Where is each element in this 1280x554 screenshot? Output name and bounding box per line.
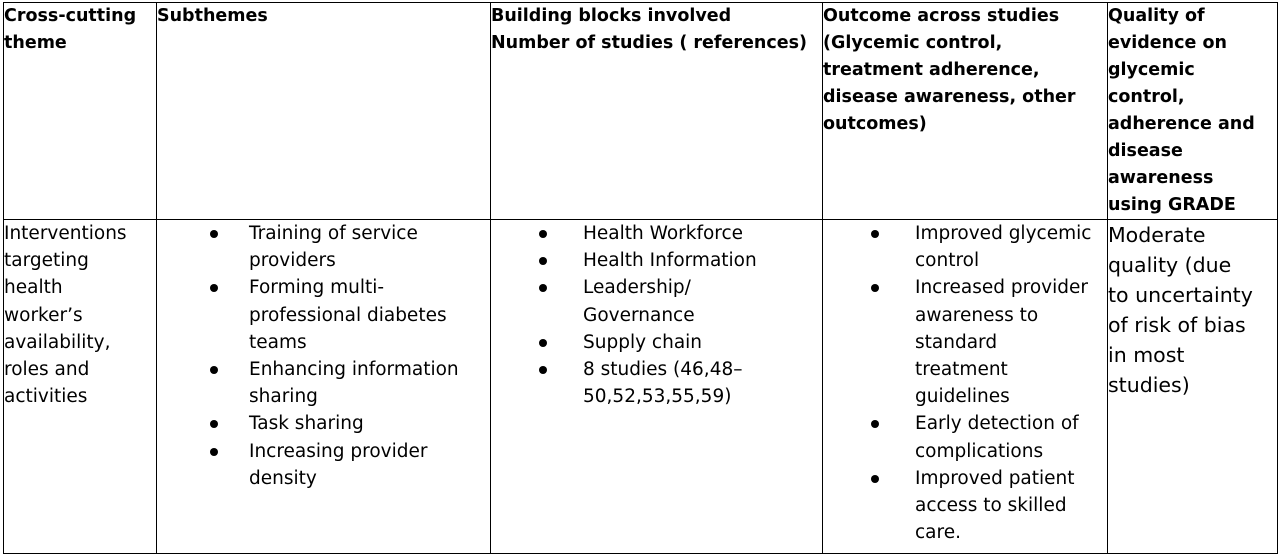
list-item-text: teams <box>249 331 307 353</box>
text-line: control, <box>1108 87 1185 107</box>
bullet-icon <box>871 230 879 238</box>
list-item-text: Increasing provider <box>249 440 428 462</box>
list-item-text: density <box>249 467 317 489</box>
text-line: quality (due <box>1108 253 1232 277</box>
header-subthemes <box>157 3 491 220</box>
list-item-text: sharing <box>249 386 318 408</box>
list-item-text: 8 studies (46,48– <box>583 359 743 381</box>
list-item <box>823 465 1107 547</box>
text-line: Subthemes <box>157 6 268 26</box>
list-item-text: Increased provider <box>915 277 1088 299</box>
list-item-text: providers <box>249 250 336 272</box>
text-line: of risk of bias <box>1108 313 1246 337</box>
header-row <box>4 3 1278 220</box>
list-item-text: Leadership/ <box>583 277 691 299</box>
text-line: awareness <box>1108 168 1214 188</box>
bullet-icon <box>871 475 879 483</box>
list-item <box>491 356 822 410</box>
list-item-text: Health Workforce <box>583 223 744 244</box>
list-item-text: Supply chain <box>583 331 703 353</box>
list-item-text: Forming multi- <box>249 277 385 299</box>
list-item-text: Early detection of <box>915 413 1079 435</box>
cell-building-blocks <box>491 220 823 554</box>
list-item-text: 50,52,53,55,59) <box>583 386 732 408</box>
text-line: activities <box>4 386 88 408</box>
list-item-text: professional diabetes <box>249 304 447 326</box>
list-item <box>823 274 1107 410</box>
header-building-blocks <box>491 3 823 220</box>
header-outcome <box>823 3 1108 220</box>
text-line: Outcome across studies <box>823 6 1060 26</box>
bullet-icon <box>539 339 547 347</box>
list-item <box>157 410 490 437</box>
list-item <box>823 410 1107 464</box>
text-line: roles and <box>4 359 90 381</box>
list-item <box>491 274 822 328</box>
text-line: Number of studies ( references) <box>491 33 808 53</box>
outcomes-list <box>823 220 1107 546</box>
text-line: in most <box>1108 343 1185 367</box>
text-line: targeting <box>4 250 89 272</box>
subthemes-list <box>157 220 490 492</box>
text-line: Moderate <box>1108 223 1206 247</box>
text-line: glycemic <box>1108 60 1195 80</box>
header-quality <box>1108 3 1278 220</box>
list-item-text: awareness to <box>915 304 1039 326</box>
list-item-text: guidelines <box>915 386 1010 408</box>
bullet-icon <box>210 366 218 374</box>
list-item-text: Governance <box>583 304 695 326</box>
list-item-text: Enhancing information <box>249 359 459 381</box>
bullet-icon <box>539 366 547 374</box>
list-item-text: access to skilled <box>915 495 1067 517</box>
cell-theme <box>4 220 157 554</box>
text-line: disease awareness, other <box>823 87 1076 107</box>
bullet-icon <box>539 257 547 265</box>
text-line: health <box>4 277 63 299</box>
header-theme <box>4 3 157 220</box>
text-line: availability, <box>4 331 111 353</box>
bullet-icon <box>210 284 218 292</box>
table-row <box>4 220 1278 554</box>
list-item <box>823 220 1107 274</box>
list-item <box>491 220 822 247</box>
cell-subthemes <box>157 220 491 554</box>
cell-quality <box>1108 220 1278 554</box>
list-item-text: Health Information <box>583 250 757 272</box>
text-line: Building blocks involved <box>491 6 732 26</box>
text-line: worker’s <box>4 304 83 326</box>
list-item-text: care. <box>915 522 961 544</box>
list-item <box>157 274 490 356</box>
list-item-text: Training of service <box>249 223 418 244</box>
text-line: to uncertainty <box>1108 283 1253 307</box>
text-line: treatment adherence, <box>823 60 1040 80</box>
list-item <box>157 356 490 410</box>
list-item-text: Improved glycemic <box>915 223 1092 244</box>
building-blocks-list <box>491 220 822 410</box>
text-line: (Glycemic control, <box>823 33 1003 53</box>
list-item <box>491 247 822 274</box>
list-item-text: control <box>915 250 980 272</box>
text-line: Quality of <box>1108 6 1205 26</box>
text-line: outcomes) <box>823 114 927 134</box>
text-line: adherence and <box>1108 114 1255 134</box>
list-item <box>491 329 822 356</box>
list-item <box>157 438 490 492</box>
bullet-icon <box>210 448 218 456</box>
text-line: Cross-cutting <box>4 6 137 26</box>
bullet-icon <box>871 284 879 292</box>
text-line: theme <box>4 33 67 53</box>
text-line: evidence on <box>1108 33 1227 53</box>
bullet-icon <box>539 230 547 238</box>
list-item-text: Task sharing <box>249 413 364 435</box>
evidence-table <box>3 2 1278 554</box>
text-line: studies) <box>1108 373 1190 397</box>
bullet-icon <box>871 420 879 428</box>
bullet-icon <box>210 420 218 428</box>
bullet-icon <box>539 284 547 292</box>
cell-outcomes <box>823 220 1108 554</box>
list-item-text: Improved patient <box>915 467 1075 489</box>
text-line: disease <box>1108 141 1183 161</box>
text-line: using GRADE <box>1108 195 1236 215</box>
text-line: Interventions <box>4 223 127 244</box>
list-item-text: treatment <box>915 359 1008 381</box>
list-item <box>157 220 490 274</box>
list-item-text: complications <box>915 440 1044 462</box>
list-item-text: standard <box>915 331 998 353</box>
bullet-icon <box>210 230 218 238</box>
